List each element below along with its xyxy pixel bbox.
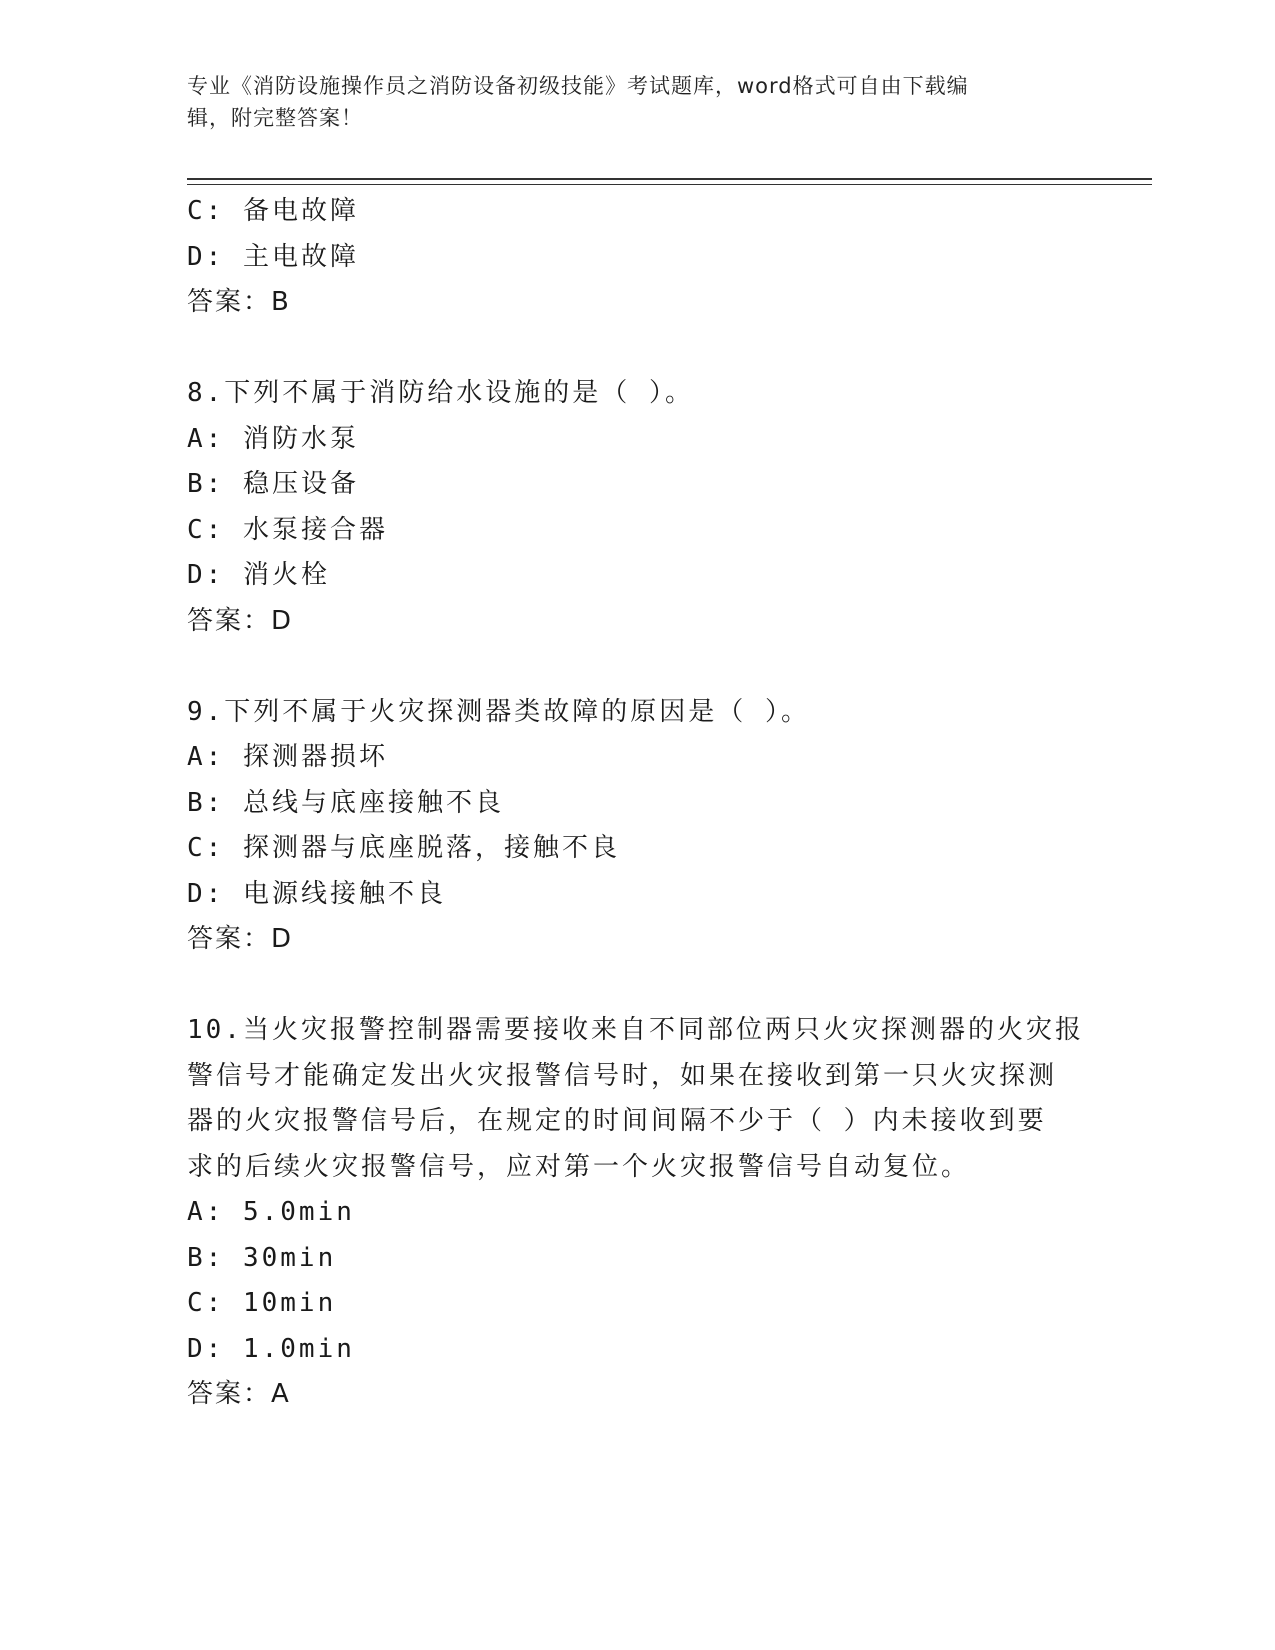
q7-answer: 答案：B <box>187 287 291 317</box>
q10-stem-line-4: 求的后续火灾报警信号，应对第一个火灾报警信号自动复位。 <box>187 1151 971 1182</box>
q10-option-c: C: 10min <box>187 1288 337 1318</box>
question-7-tail <box>187 189 1087 326</box>
q8-option-c: C: 水泵接合器 <box>187 514 388 545</box>
q8-stem: 8.下列不属于消防给水设施的是（ ）。 <box>187 378 694 408</box>
q8-option-d: D: 消火栓 <box>187 560 330 590</box>
q8-option-a: A: 消防水泵 <box>187 423 359 454</box>
header-divider-thick <box>187 178 1152 180</box>
document-header <box>187 70 1067 134</box>
q10-stem-line-3: 器的火灾报警信号后，在规定的时间间隔不少于（ ）内未接收到要 <box>187 1106 1047 1136</box>
q10-answer: 答案：A <box>187 1379 291 1409</box>
spacer <box>187 644 1087 690</box>
question-8 <box>187 371 1087 644</box>
question-list <box>187 189 1087 1418</box>
q7-option-c: C: 备电故障 <box>187 196 359 226</box>
header-divider-thin <box>187 184 1152 185</box>
q10-option-d: D: 1.0min <box>187 1333 355 1364</box>
q9-option-a: A: 探测器损坏 <box>187 742 388 772</box>
q9-option-b: B: 总线与底座接触不良 <box>187 787 504 818</box>
question-10 <box>187 1008 1087 1418</box>
question-9 <box>187 690 1087 963</box>
q10-stem-line-2: 警信号才能确定发出火灾报警信号时，如果在接收到第一只火灾探测 <box>187 1060 1058 1091</box>
q9-answer: 答案：D <box>187 924 294 954</box>
q10-option-b: B: 30min <box>187 1242 337 1273</box>
q9-option-d: D: 电源线接触不良 <box>187 878 446 909</box>
q9-option-c: C: 探测器与底座脱落，接触不良 <box>187 833 620 863</box>
q8-answer: 答案：D <box>187 605 294 636</box>
header-line-1: 专业《消防设施操作员之消防设备初级技能》考试题库，word格式可自由下载编 <box>187 74 969 98</box>
q9-stem: 9.下列不属于火灾探测器类故障的原因是（ ）。 <box>187 696 810 727</box>
spacer <box>187 326 1087 372</box>
q8-option-b: B: 稳压设备 <box>187 469 359 499</box>
header-line-2: 辑，附完整答案！ <box>187 106 363 130</box>
q10-option-a: A: 5.0min <box>187 1197 355 1227</box>
q7-option-d: D: 主电故障 <box>187 241 359 272</box>
q10-stem-line-1: 10.当火灾报警控制器需要接收来自不同部位两只火灾探测器的火灾报 <box>187 1015 1084 1045</box>
spacer <box>187 963 1087 1009</box>
